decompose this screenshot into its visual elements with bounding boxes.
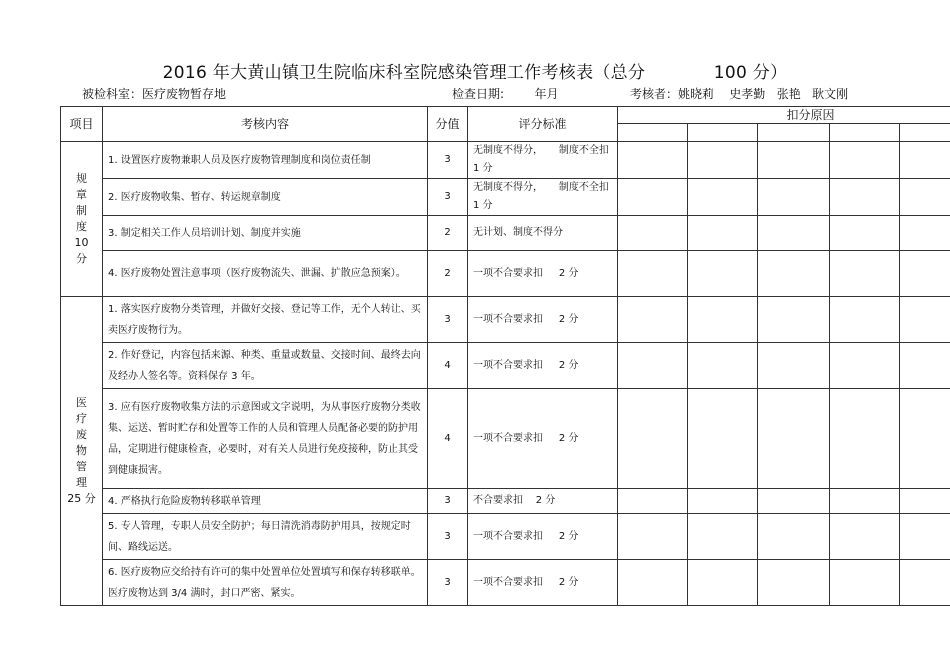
deduct-reason-cell[interactable] [758, 560, 830, 606]
page-title: 2016 年大黄山镇卫生院临床科室院感染管理工作考核表（总分 100 分） [162, 63, 788, 83]
deduct-reason-cell[interactable] [830, 179, 900, 216]
deduct-reason-cell[interactable] [688, 251, 758, 297]
criteria-cell: 一项不合要求扣 2 分 [468, 560, 618, 606]
deduct-reason-cell[interactable] [900, 216, 950, 251]
deduct-subheader-cell [900, 124, 950, 142]
category-char: 废 [76, 428, 87, 441]
header-score: 分值 [428, 107, 468, 142]
deduct-reason-cell[interactable] [618, 179, 688, 216]
content-cell: 6. 医疗废物应交给持有许可的集中处置单位处置填写和保存转移联单。医疗废物达到 3/4 满时，封口严密、紧实。 [103, 560, 428, 606]
category-char: 疗 [76, 412, 87, 425]
deduct-reason-cell[interactable] [830, 251, 900, 297]
category-char: 管 [76, 460, 87, 473]
deduct-reason-cell[interactable] [688, 179, 758, 216]
criteria-cell: 一项不合要求扣 2 分 [468, 514, 618, 560]
criteria-cell: 无计划、制度不得分 [468, 216, 618, 251]
category-cell [61, 297, 103, 606]
deduct-reason-cell[interactable] [830, 142, 900, 179]
deduct-reason-cell[interactable] [830, 297, 900, 343]
score-cell: 3 [428, 179, 468, 216]
content-cell: 2. 医疗废物收集、暂存、转运规章制度 [103, 179, 428, 216]
deduct-reason-cell[interactable] [618, 297, 688, 343]
deduct-subheader-cell [688, 124, 758, 142]
header-item: 项目 [61, 107, 103, 142]
deduct-reason-cell[interactable] [688, 514, 758, 560]
deduct-reason-cell[interactable] [688, 560, 758, 606]
score-cell: 3 [428, 514, 468, 560]
table-row [61, 560, 950, 606]
content-cell: 4. 医疗废物处置注意事项（医疗废物流失、泄漏、扩散应急预案）。 [103, 251, 428, 297]
content-cell: 2. 作好登记，内容包括来源、种类、重量或数量、交接时间、最终去向及经办人签名等。资料保存 3 年。 [103, 343, 428, 389]
category-char: 制 [76, 204, 87, 217]
score-cell: 3 [428, 142, 468, 179]
deduct-reason-cell[interactable] [900, 251, 950, 297]
category-cell [61, 142, 103, 297]
dept-label: 被检科室：医疗废物暂存地 [82, 87, 227, 101]
date-label: 检查日期: 年月 [452, 87, 559, 101]
score-cell: 2 [428, 216, 468, 251]
deduct-reason-cell[interactable] [758, 297, 830, 343]
header-content: 考核内容 [103, 107, 428, 142]
score-cell: 3 [428, 560, 468, 606]
deduct-reason-cell[interactable] [758, 216, 830, 251]
deduct-reason-cell[interactable] [900, 389, 950, 489]
criteria-cell: 一项不合要求扣 2 分 [468, 251, 618, 297]
deduct-reason-cell[interactable] [758, 343, 830, 389]
score-cell: 3 [428, 297, 468, 343]
deduct-reason-cell[interactable] [830, 560, 900, 606]
criteria-cell: 无制度不得分， 制度不全扣 1 分 [468, 179, 618, 216]
category-char: 医 [76, 396, 87, 409]
deduct-reason-cell[interactable] [688, 142, 758, 179]
deduct-reason-cell[interactable] [758, 142, 830, 179]
table-row [61, 514, 950, 560]
deduct-reason-cell[interactable] [688, 216, 758, 251]
table-row [61, 179, 950, 216]
content-cell: 3. 制定相关工作人员培训计划、制度并实施 [103, 216, 428, 251]
score-cell: 4 [428, 343, 468, 389]
table-row [61, 251, 950, 297]
deduct-reason-cell[interactable] [618, 560, 688, 606]
deduct-reason-cell[interactable] [758, 514, 830, 560]
score-cell: 4 [428, 389, 468, 489]
deduct-reason-cell[interactable] [618, 389, 688, 489]
category-char: 物 [76, 444, 87, 457]
category-char: 理 [76, 476, 87, 489]
table-row [61, 389, 950, 489]
criteria-cell: 不合要求扣 2 分 [468, 489, 618, 514]
deduct-reason-cell[interactable] [900, 142, 950, 179]
deduct-reason-cell[interactable] [900, 489, 950, 514]
category-char: 度 [76, 220, 87, 233]
deduct-reason-cell[interactable] [618, 251, 688, 297]
deduct-reason-cell[interactable] [900, 297, 950, 343]
examiners-label: 考核者：姚晓莉 史孝勤 张艳 耿文刚 [630, 87, 849, 101]
table-row [61, 216, 950, 251]
table-row [61, 297, 950, 343]
deduct-subheader-cell [618, 124, 688, 142]
deduct-reason-cell[interactable] [688, 297, 758, 343]
criteria-cell: 无制度不得分， 制度不全扣 1 分 [468, 142, 618, 179]
deduct-reason-cell[interactable] [618, 514, 688, 560]
deduct-subheader-cell [830, 124, 900, 142]
deduct-reason-cell[interactable] [688, 389, 758, 489]
deduct-reason-cell[interactable] [830, 216, 900, 251]
table-row [61, 489, 950, 514]
deduct-reason-cell[interactable] [900, 560, 950, 606]
deduct-reason-cell[interactable] [830, 389, 900, 489]
deduct-reason-cell[interactable] [830, 514, 900, 560]
content-cell: 1. 落实医疗废物分类管理，并做好交接、登记等工作，无个人转让、买卖医疗废物行为。 [103, 297, 428, 343]
criteria-cell: 一项不合要求扣 2 分 [468, 389, 618, 489]
table-row [61, 142, 950, 179]
deduct-reason-cell[interactable] [900, 179, 950, 216]
deduct-reason-cell[interactable] [900, 514, 950, 560]
score-cell: 3 [428, 489, 468, 514]
score-cell: 2 [428, 251, 468, 297]
deduct-reason-cell[interactable] [830, 489, 900, 514]
deduct-reason-cell[interactable] [758, 389, 830, 489]
criteria-cell: 一项不合要求扣 2 分 [468, 343, 618, 389]
deduct-reason-cell[interactable] [688, 343, 758, 389]
deduct-reason-cell[interactable] [900, 343, 950, 389]
assessment-table [60, 106, 950, 606]
header-criteria: 评分标准 [468, 107, 618, 142]
deduct-reason-cell[interactable] [758, 179, 830, 216]
criteria-cell: 一项不合要求扣 2 分 [468, 297, 618, 343]
category-char: 规 [76, 172, 87, 185]
deduct-reason-cell[interactable] [688, 489, 758, 514]
deduct-reason-cell[interactable] [618, 142, 688, 179]
deduct-reason-cell[interactable] [758, 251, 830, 297]
deduct-reason-cell[interactable] [618, 343, 688, 389]
category-char: 章 [76, 188, 87, 201]
content-cell: 5. 专人管理，专职人员安全防护；每日清洗消毒防护用具，按规定时间、路线运送。 [103, 514, 428, 560]
category-char: 分 [76, 252, 87, 265]
category-char: 25 分 [67, 492, 96, 505]
category-char: 10 [74, 236, 89, 249]
deduct-reason-cell[interactable] [758, 489, 830, 514]
header-deduct-reason: 扣分原因 [618, 107, 950, 124]
deduct-subheader-cell [758, 124, 830, 142]
content-cell: 3. 应有医疗废物收集方法的示意图或文字说明，为从事医疗废物分类收集、运送、暂时贮存和处置等工作的人员和管理人员配备必要的防护用品，定期进行健康检查，必要时，对有关人员进行免疫接种，防止其受到健康损害。 [103, 389, 428, 489]
deduct-reason-cell[interactable] [618, 489, 688, 514]
content-cell: 1. 设置医疗废物兼职人员及医疗废物管理制度和岗位责任制 [103, 142, 428, 179]
deduct-reason-cell[interactable] [618, 216, 688, 251]
content-cell: 4. 严格执行危险废物转移联单管理 [103, 489, 428, 514]
table-row [61, 343, 950, 389]
header-row [61, 107, 950, 124]
deduct-reason-cell[interactable] [830, 343, 900, 389]
